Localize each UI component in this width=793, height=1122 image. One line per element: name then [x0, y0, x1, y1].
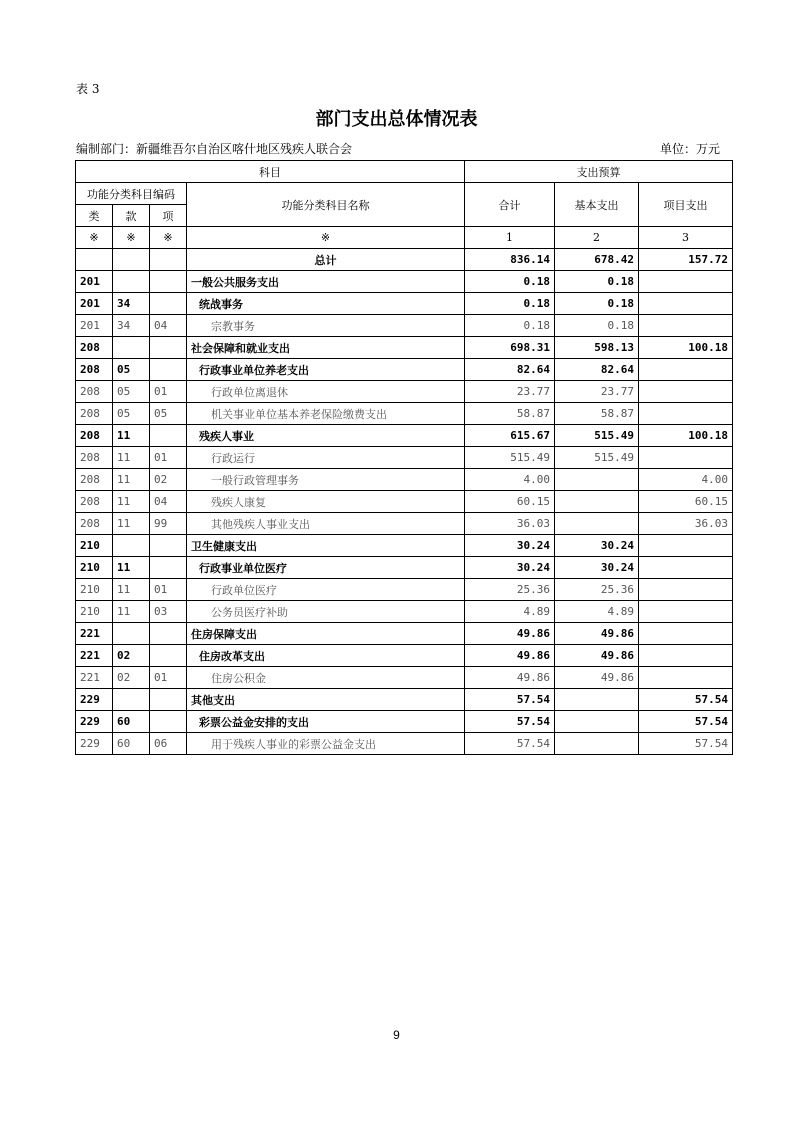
cell-xiang	[150, 359, 187, 381]
table-row	[76, 425, 733, 447]
cell-kuan: 02	[113, 645, 150, 667]
mark-lei: ※	[76, 227, 113, 249]
cell-lei: 221	[76, 645, 113, 667]
table-row	[76, 293, 733, 315]
cell-lei: 208	[76, 469, 113, 491]
table-row	[76, 337, 733, 359]
page-number: 9	[393, 1028, 400, 1042]
cell-project: 60.15	[639, 491, 733, 513]
table-row	[76, 623, 733, 645]
cell-total: 0.18	[465, 271, 555, 293]
cell-name: 一般行政管理事务	[187, 469, 465, 491]
cell-total: 82.64	[465, 359, 555, 381]
cell-kuan: 11	[113, 469, 150, 491]
cell-lei: 210	[76, 601, 113, 623]
cell-kuan: 11	[113, 491, 150, 513]
cell-lei: 229	[76, 711, 113, 733]
table-row	[76, 711, 733, 733]
cell-basic: 4.89	[555, 601, 639, 623]
cell-lei: 229	[76, 733, 113, 755]
table-row	[76, 733, 733, 755]
cell-xiang	[150, 689, 187, 711]
cell-kuan: 05	[113, 359, 150, 381]
cell-kuan: 11	[113, 513, 150, 535]
cell-lei: 201	[76, 271, 113, 293]
cell-basic	[555, 689, 639, 711]
cell-total: 57.54	[465, 711, 555, 733]
cell-basic: 0.18	[555, 271, 639, 293]
cell-basic	[555, 733, 639, 755]
cell-xiang: 02	[150, 469, 187, 491]
cell-name: 行政事业单位医疗	[187, 557, 465, 579]
cell-name: 其他残疾人事业支出	[187, 513, 465, 535]
cell-basic: 25.36	[555, 579, 639, 601]
cell-basic: 49.86	[555, 623, 639, 645]
expenditure-table	[75, 160, 733, 755]
col-number-1: 1	[465, 227, 555, 249]
cell-kuan: 60	[113, 711, 150, 733]
cell-project: 57.54	[639, 733, 733, 755]
header-lei: 类	[76, 205, 113, 227]
cell-project: 36.03	[639, 513, 733, 535]
cell-project	[639, 381, 733, 403]
cell-name: 残疾人事业	[187, 425, 465, 447]
cell-name: 卫生健康支出	[187, 535, 465, 557]
cell-xiang	[150, 623, 187, 645]
cell-basic: 23.77	[555, 381, 639, 403]
cell-kuan: 11	[113, 447, 150, 469]
cell-basic: 58.87	[555, 403, 639, 425]
cell-kuan: 11	[113, 601, 150, 623]
cell-lei: 210	[76, 535, 113, 557]
cell-xiang	[150, 293, 187, 315]
cell-lei: 221	[76, 623, 113, 645]
cell-xiang: 01	[150, 447, 187, 469]
table-row	[76, 469, 733, 491]
cell-name: 行政运行	[187, 447, 465, 469]
cell-name: 行政事业单位养老支出	[187, 359, 465, 381]
unit-line: 单位：万元	[660, 142, 721, 156]
cell-kuan	[113, 623, 150, 645]
cell-xiang	[150, 645, 187, 667]
cell-kuan	[113, 689, 150, 711]
cell-kuan	[113, 337, 150, 359]
cell-xiang: 03	[150, 601, 187, 623]
table-row	[76, 447, 733, 469]
table-row	[76, 271, 733, 293]
page-title: 部门支出总体情况表	[315, 109, 478, 130]
cell-lei: 229	[76, 689, 113, 711]
cell-name: 彩票公益金安排的支出	[187, 711, 465, 733]
cell-total: 4.89	[465, 601, 555, 623]
cell-lei: 208	[76, 447, 113, 469]
cell-lei: 210	[76, 557, 113, 579]
header-row-4	[76, 227, 733, 249]
total-row	[76, 249, 733, 271]
cell-project: 57.54	[639, 711, 733, 733]
cell-total: 615.67	[465, 425, 555, 447]
cell-total: 57.54	[465, 689, 555, 711]
cell-project	[639, 579, 733, 601]
cell-lei: 208	[76, 359, 113, 381]
cell-total: 49.86	[465, 623, 555, 645]
cell-xiang	[150, 271, 187, 293]
cell-total: 0.18	[465, 315, 555, 337]
header-name: 功能分类科目名称	[187, 183, 465, 227]
cell-name: 其他支出	[187, 689, 465, 711]
cell-kuan: 05	[113, 381, 150, 403]
cell-total: 30.24	[465, 535, 555, 557]
cell-basic	[555, 469, 639, 491]
cell-total: 49.86	[465, 667, 555, 689]
cell-project	[639, 271, 733, 293]
mark-xiang: ※	[150, 227, 187, 249]
cell-basic: 515.49	[555, 425, 639, 447]
cell-basic: 598.13	[555, 337, 639, 359]
cell-project	[639, 667, 733, 689]
cell-total: 60.15	[465, 491, 555, 513]
table-row	[76, 645, 733, 667]
table-row	[76, 315, 733, 337]
table-row	[76, 359, 733, 381]
total-basic: 678.42	[555, 249, 639, 271]
cell-name: 公务员医疗补助	[187, 601, 465, 623]
cell-total: 4.00	[465, 469, 555, 491]
cell-project: 57.54	[639, 689, 733, 711]
table-row	[76, 579, 733, 601]
header-xiang: 项	[150, 205, 187, 227]
cell-name: 统战事务	[187, 293, 465, 315]
cell-name: 住房保障支出	[187, 623, 465, 645]
cell-lei: 221	[76, 667, 113, 689]
col-number-3: 3	[639, 227, 733, 249]
cell-name: 行政单位医疗	[187, 579, 465, 601]
cell-name: 机关事业单位基本养老保险缴费支出	[187, 403, 465, 425]
table-row	[76, 557, 733, 579]
cell-basic	[555, 491, 639, 513]
cell-name: 住房改革支出	[187, 645, 465, 667]
cell-xiang: 01	[150, 667, 187, 689]
cell-name: 宗教事务	[187, 315, 465, 337]
cell-total: 49.86	[465, 645, 555, 667]
cell-xiang	[150, 557, 187, 579]
cell-name: 社会保障和就业支出	[187, 337, 465, 359]
table-row	[76, 381, 733, 403]
cell-name: 用于残疾人事业的彩票公益金支出	[187, 733, 465, 755]
cell-xiang	[150, 535, 187, 557]
cell-kuan: 11	[113, 557, 150, 579]
cell-kuan: 34	[113, 315, 150, 337]
total-sum: 836.14	[465, 249, 555, 271]
cell-kuan	[113, 535, 150, 557]
col-number-2: 2	[555, 227, 639, 249]
cell-xiang: 01	[150, 381, 187, 403]
cell-kuan	[113, 271, 150, 293]
cell-xiang: 04	[150, 491, 187, 513]
total-project: 157.72	[639, 249, 733, 271]
total-label: 总计	[187, 249, 465, 271]
cell-kuan: 11	[113, 425, 150, 447]
cell-xiang: 06	[150, 733, 187, 755]
cell-project: 100.18	[639, 425, 733, 447]
header-total: 合计	[465, 183, 555, 227]
cell-kuan: 11	[113, 579, 150, 601]
header-row-2	[76, 183, 733, 205]
cell-project	[639, 315, 733, 337]
cell-basic: 0.18	[555, 315, 639, 337]
cell-xiang: 99	[150, 513, 187, 535]
cell-lei: 208	[76, 491, 113, 513]
cell-basic	[555, 513, 639, 535]
header-subject: 科目	[76, 161, 465, 183]
cell-project: 100.18	[639, 337, 733, 359]
mark-name: ※	[187, 227, 465, 249]
cell-basic: 82.64	[555, 359, 639, 381]
table-row	[76, 667, 733, 689]
cell-total: 58.87	[465, 403, 555, 425]
cell-project	[639, 293, 733, 315]
department-line: 编制部门：新疆维吾尔自治区喀什地区残疾人联合会	[76, 142, 353, 156]
mark-kuan: ※	[113, 227, 150, 249]
cell-total: 25.36	[465, 579, 555, 601]
cell-kuan: 60	[113, 733, 150, 755]
table-row	[76, 491, 733, 513]
cell-total: 30.24	[465, 557, 555, 579]
table-body	[76, 271, 733, 755]
cell-basic: 30.24	[555, 535, 639, 557]
cell-basic: 0.18	[555, 293, 639, 315]
cell-project	[639, 403, 733, 425]
cell-total: 36.03	[465, 513, 555, 535]
cell-total: 515.49	[465, 447, 555, 469]
header-row-1	[76, 161, 733, 183]
cell-total: 0.18	[465, 293, 555, 315]
cell-total: 698.31	[465, 337, 555, 359]
cell-lei: 201	[76, 315, 113, 337]
cell-basic	[555, 711, 639, 733]
cell-project	[639, 601, 733, 623]
cell-xiang: 01	[150, 579, 187, 601]
cell-project: 4.00	[639, 469, 733, 491]
cell-lei: 208	[76, 425, 113, 447]
header-kuan: 款	[113, 205, 150, 227]
cell-xiang	[150, 425, 187, 447]
cell-lei: 208	[76, 403, 113, 425]
cell-lei: 208	[76, 381, 113, 403]
cell-lei: 210	[76, 579, 113, 601]
cell-lei: 208	[76, 337, 113, 359]
cell-xiang	[150, 337, 187, 359]
table-row	[76, 689, 733, 711]
cell-project	[639, 623, 733, 645]
cell-name: 住房公积金	[187, 667, 465, 689]
cell-xiang: 05	[150, 403, 187, 425]
cell-basic: 49.86	[555, 645, 639, 667]
cell-project	[639, 359, 733, 381]
header-basic: 基本支出	[555, 183, 639, 227]
cell-lei: 201	[76, 293, 113, 315]
cell-basic: 30.24	[555, 557, 639, 579]
cell-kuan: 02	[113, 667, 150, 689]
cell-basic: 49.86	[555, 667, 639, 689]
header-budget: 支出预算	[465, 161, 733, 183]
table-row	[76, 601, 733, 623]
cell-basic: 515.49	[555, 447, 639, 469]
cell-project	[639, 535, 733, 557]
table-row	[76, 513, 733, 535]
cell-kuan: 34	[113, 293, 150, 315]
cell-xiang: 04	[150, 315, 187, 337]
header-code-group: 功能分类科目编码	[76, 183, 187, 205]
cell-total: 23.77	[465, 381, 555, 403]
cell-lei: 208	[76, 513, 113, 535]
cell-project	[639, 557, 733, 579]
table-row	[76, 535, 733, 557]
cell-name: 行政单位离退休	[187, 381, 465, 403]
cell-name: 一般公共服务支出	[187, 271, 465, 293]
cell-name: 残疾人康复	[187, 491, 465, 513]
cell-xiang	[150, 711, 187, 733]
cell-project	[639, 447, 733, 469]
table-label: 表 3	[76, 82, 100, 96]
table-row	[76, 403, 733, 425]
cell-project	[639, 645, 733, 667]
header-project: 项目支出	[639, 183, 733, 227]
cell-kuan: 05	[113, 403, 150, 425]
cell-total: 57.54	[465, 733, 555, 755]
